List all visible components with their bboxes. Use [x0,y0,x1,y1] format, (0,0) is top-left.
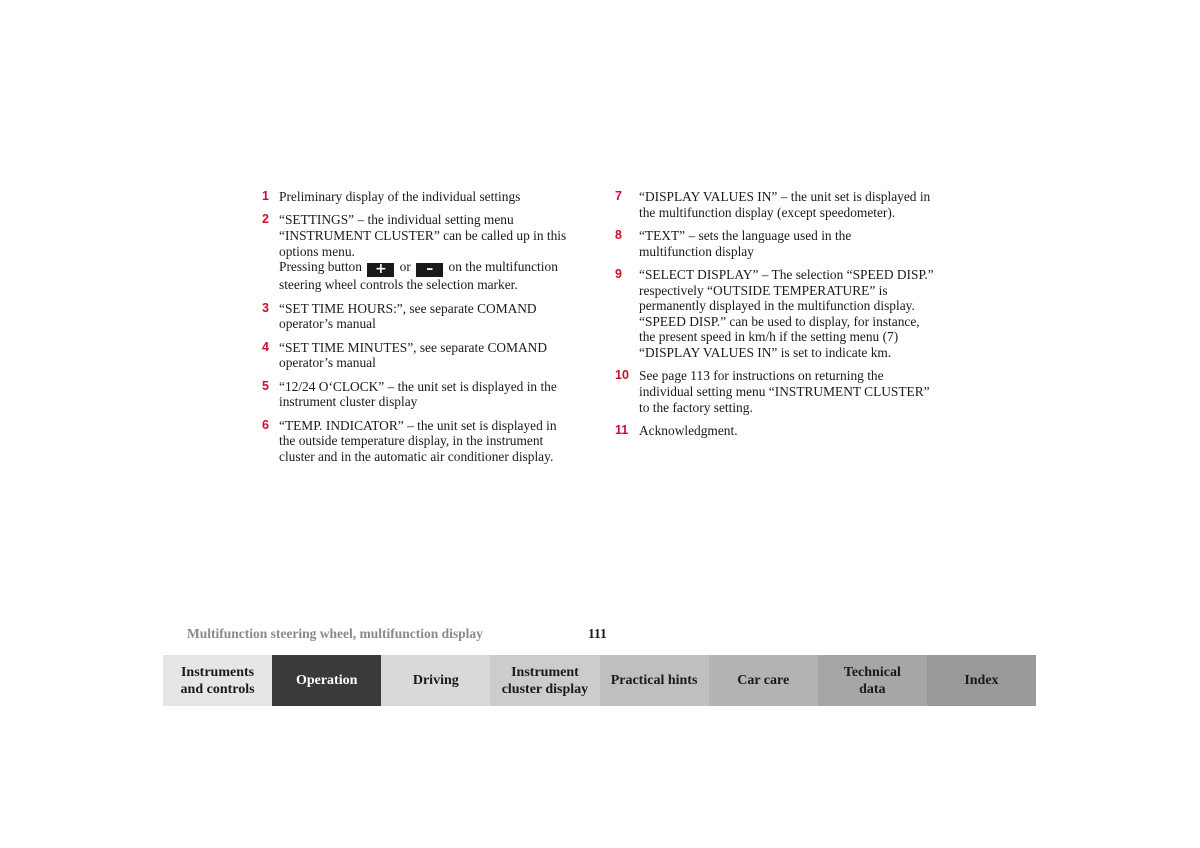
section-title: Multifunction steering wheel, multifunction display [187,626,483,641]
item-text: the present speed in km/h if the setting menu (7) [639,329,899,345]
item-text: “DISPLAY VALUES IN” is set to indicate km. [639,344,892,360]
tab-label: and controls [180,681,255,697]
list-item [262,189,592,205]
item-text: the multifunction display (except speedometer). [639,204,896,220]
item-number: 10 [615,368,629,383]
plus-button-icon: + [367,263,394,277]
item-number: 2 [262,212,269,227]
button-instruction-line [279,259,592,277]
right-column [615,189,955,446]
item-text: Pressing button [279,259,362,275]
item-text: individual setting menu “INSTRUMENT CLUSTER” [639,383,930,399]
list-item [262,340,592,371]
tab-label: cluster display [501,681,589,697]
tab-label: Practical hints [610,673,698,688]
item-text: See page 113 for instructions on returning the [639,368,884,384]
item-text: multifunction display [639,243,754,259]
tab-driving[interactable] [381,655,490,706]
list-item [615,423,955,439]
item-text: the outside temperature display, in the instrument [279,433,544,449]
item-text: steering wheel controls the selection marker. [279,277,518,293]
item-text: Acknowledgment. [639,422,738,438]
tab-label: Driving [412,673,459,688]
section-tabs [163,655,1036,706]
item-number: 1 [262,189,269,203]
item-text: “TEXT” – sets the language used in the [639,227,852,243]
item-text: “DISPLAY VALUES IN” – the unit set is displayed in [639,189,931,204]
item-text: on the multifunction [448,259,558,275]
tab-label: Operation [295,673,358,688]
item-number: 8 [615,227,622,242]
item-text: “TEMP. INDICATOR” – the unit set is displayed in [279,417,557,433]
tab-car-care[interactable] [709,655,818,706]
page-number: 111 [588,626,607,641]
list-item [262,379,592,410]
item-text: permanently displayed in the multifunction display. [639,298,915,314]
list-item [615,189,955,220]
item-text: “SPEED DISP.” can be used to display, for instance, [639,313,920,329]
tab-index[interactable] [927,655,1036,706]
item-text: options menu. [279,243,355,259]
item-text: “INSTRUMENT CLUSTER” can be called up in this [279,227,567,243]
left-column [262,189,592,472]
item-text: Preliminary display of the individual settings [279,189,521,204]
item-number: 11 [615,422,629,437]
item-text: or [399,259,411,275]
list-item [615,228,955,259]
minus-button-icon: – [416,263,443,277]
list-item [262,212,592,292]
item-text: “SET TIME MINUTES”, see separate COMAND [279,339,548,355]
item-number: 9 [615,266,622,281]
list-item [262,418,592,465]
tab-label: Instrument [511,664,579,680]
tab-label: Technical [843,664,901,680]
tab-label: Instruments [180,664,255,680]
item-text: to the factory setting. [639,399,753,415]
item-text: “SELECT DISPLAY” – The selection “SPEED DISP.” [639,266,934,282]
item-text: “12/24 O‘CLOCK” – the unit set is displayed in the [279,378,557,394]
tab-instruments-and-controls[interactable] [163,655,272,706]
tab-label: Car care [737,673,790,688]
item-text: “SETTINGS” – the individual setting menu [279,212,514,228]
tab-practical-hints[interactable] [600,655,709,706]
tab-technical-data[interactable] [818,655,927,706]
item-number: 5 [262,378,269,393]
tab-instrument-cluster-display[interactable] [490,655,599,706]
item-text: cluster and in the automatic air conditioner display. [279,448,554,464]
item-text: respectively “OUTSIDE TEMPERATURE” is [639,282,888,298]
item-text: “SET TIME HOURS:”, see separate COMAND [279,300,537,316]
list-item [262,301,592,332]
item-number: 3 [262,300,269,315]
item-number: 6 [262,417,269,432]
tab-label: data [859,681,886,697]
item-number: 7 [615,189,622,203]
item-text: instrument cluster display [279,394,418,410]
item-text: operator’s manual [279,355,376,371]
list-item [615,267,955,361]
tab-operation[interactable] [272,655,381,706]
item-number: 4 [262,339,269,354]
list-item [615,368,955,415]
item-text: operator’s manual [279,316,376,332]
tab-label: Index [964,673,999,688]
